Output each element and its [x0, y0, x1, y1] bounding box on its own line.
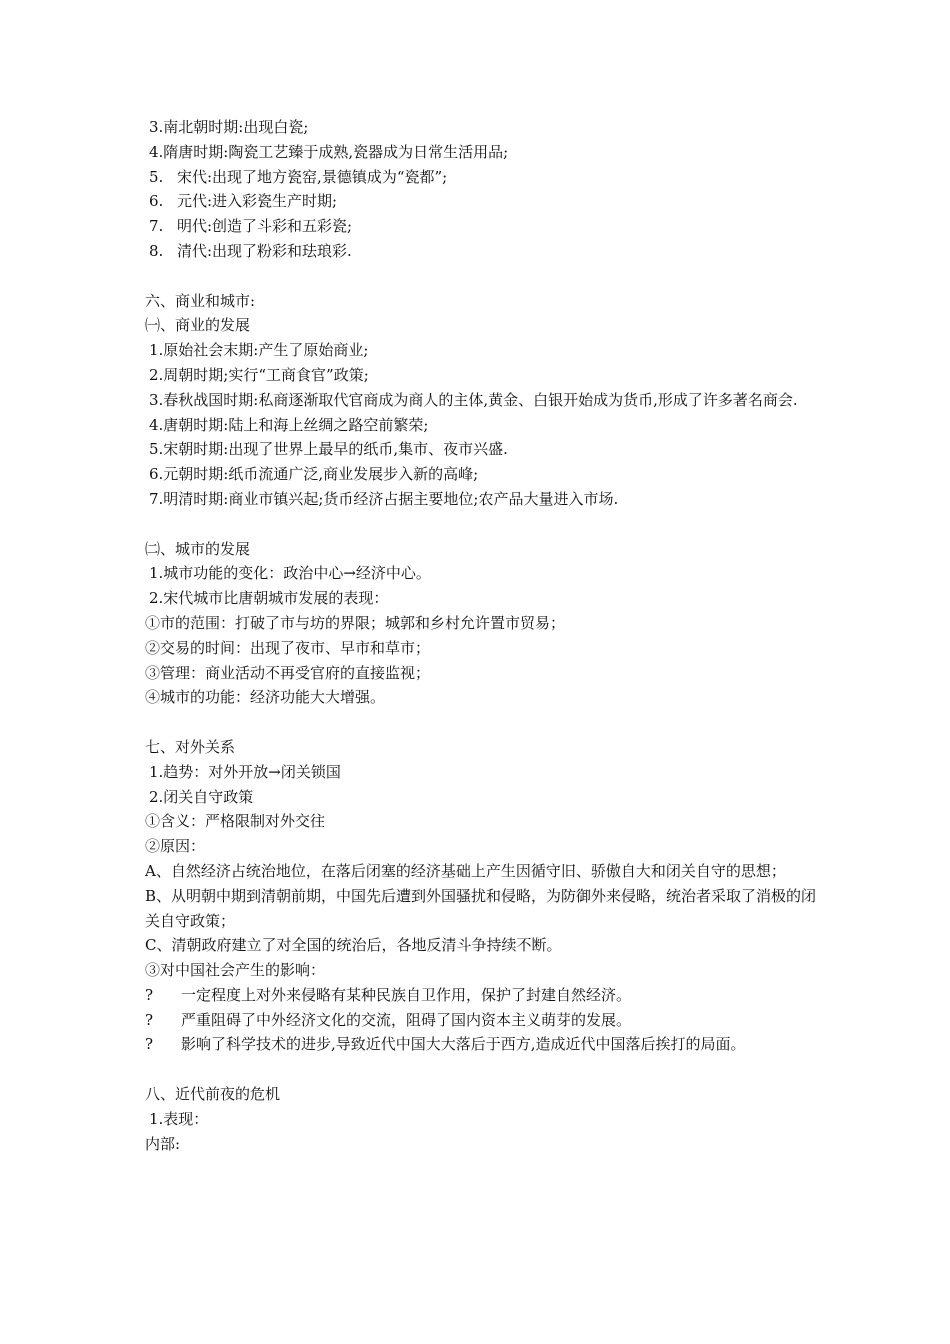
paragraph-gap	[145, 264, 820, 289]
commerce-item: 2.周朝时期;实行“工商食官”政策;	[149, 365, 369, 384]
item-text: 明代:创造了斗彩和五彩瓷;	[177, 217, 353, 236]
paragraph-gap	[145, 1057, 820, 1082]
section-heading: 七、对外关系	[145, 737, 236, 756]
foreign-point: ②原因：	[145, 837, 206, 856]
pottery-numbered-line	[145, 214, 820, 239]
impact-title: ③对中国社会产生的影响：	[145, 961, 326, 980]
section-heading: 六、商业和城市:	[145, 291, 256, 310]
city-point: ②交易的时间：出现了夜市、早市和草市；	[145, 638, 431, 657]
item-number: 7.	[149, 217, 164, 236]
paragraph-gap	[145, 710, 820, 735]
commerce-item: 4.唐朝时期:陆上和海上丝绸之路空前繁荣;	[149, 415, 429, 434]
item-text: 宋代:出现了地方瓷窑,景德镇成为“瓷都”;	[177, 167, 448, 186]
impact-text: 一定程度上对外来侵略有某种民族自卫作用，保护了封建自然经济。	[181, 985, 632, 1004]
impact-item	[145, 983, 820, 1008]
bullet-mark: ?	[145, 1035, 154, 1054]
bullet-mark: ?	[145, 1010, 154, 1029]
impact-item	[145, 1032, 820, 1057]
commerce-item: 3.春秋战国时期:私商逐渐取代官商成为商人的主体,黄金、白银开始成为货币,形成了许多著名商会.	[149, 390, 798, 409]
item-text: 清代:出现了粉彩和珐琅彩.	[177, 241, 352, 260]
city-point: ①市的范围：打破了市与坊的界限；城郭和乡村允许置市贸易；	[145, 613, 566, 632]
pottery-numbered-line	[145, 239, 820, 264]
paragraph-gap	[145, 512, 820, 537]
pottery-numbered-line	[145, 189, 820, 214]
commerce-item: 7.明清时期:商业市镇兴起;货币经济占据主要地位;农产品大量进入市场.	[149, 489, 619, 508]
impact-text: 影响了科学技术的进步,导致近代中国大大落后于西方,造成近代中国落后挨打的局面。	[181, 1035, 746, 1054]
document-page	[145, 115, 820, 1156]
item-number: 8.	[149, 241, 164, 260]
pottery-numbered-line	[145, 165, 820, 190]
city-point: ③管理：商业活动不再受官府的直接监视；	[145, 663, 431, 682]
reason-paragraph: A、自然经济占统治地位，在落后闭塞的经济基础上产生因循守旧、骄傲自大和闭关自守的思想；	[145, 861, 786, 880]
item-number: 5.	[149, 167, 164, 186]
city-item: 2.宋代城市比唐朝城市发展的表现：	[149, 589, 389, 608]
commerce-item: 1.原始社会末期:产生了原始商业;	[149, 341, 369, 360]
item-text: 元代:进入彩瓷生产时期;	[177, 192, 338, 211]
city-item: 1.城市功能的变化：政治中心→经济中心。	[149, 564, 431, 583]
impact-item	[145, 1008, 820, 1033]
foreign-item: 1.趋势：对外开放→闭关锁国	[149, 762, 341, 781]
subsection-heading: ㈠、商业的发展	[145, 316, 251, 335]
reason-paragraph: B、从明朝中期到清朝前期，中国先后遭到外国骚扰和侵略，为防御外来侵略，统治者采取了消极的闭关自守政策；	[145, 886, 817, 930]
foreign-item: 2.闭关自守政策	[149, 787, 254, 806]
pottery-line: 3.南北朝时期:出现白瓷;	[149, 118, 309, 136]
subsection-heading: ㈡、城市的发展	[145, 539, 251, 558]
commerce-item: 5.宋朝时期:出现了世界上最早的纸币,集市、夜市兴盛.	[149, 440, 508, 459]
foreign-point: ①含义：严格限制对外交往	[145, 812, 326, 831]
crisis-inner: 内部:	[145, 1134, 181, 1153]
crisis-item: 1.表现：	[149, 1109, 209, 1128]
pottery-line: 4.隋唐时期:陶瓷工艺臻于成熟,瓷器成为日常生活用品;	[149, 142, 509, 161]
item-number: 6.	[149, 192, 164, 211]
impact-text: 严重阻碍了中外经济文化的交流，阻碍了国内资本主义萌芽的发展。	[181, 1010, 632, 1029]
section-heading: 八、近代前夜的危机	[145, 1085, 281, 1104]
bullet-mark: ?	[145, 985, 154, 1004]
reason-paragraph: C、清朝政府建立了对全国的统治后，各地反清斗争持续不断。	[145, 936, 562, 955]
commerce-item: 6.元朝时期:纸币流通广泛,商业发展步入新的高峰;	[149, 465, 479, 484]
city-point: ④城市的功能：经济功能大大增强。	[145, 688, 386, 707]
